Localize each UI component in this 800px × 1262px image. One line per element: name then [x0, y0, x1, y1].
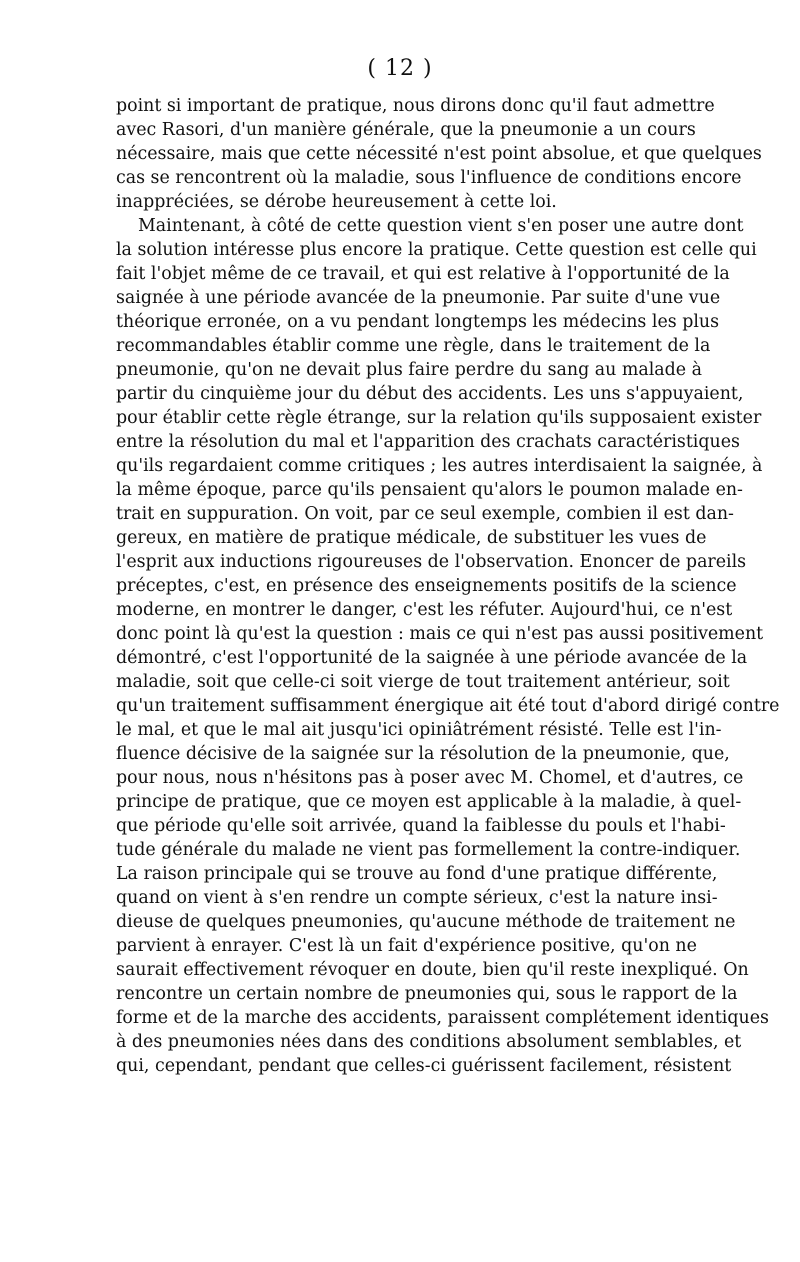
text-line: pneumonie, qu'on ne devait plus faire perdre du sang au malade à [116, 360, 702, 380]
text-line: recommandables établir comme une règle, dans le traitement de la [116, 336, 711, 356]
text-line: la solution intéresse plus encore la pratique. Cette question est celle qui [116, 240, 757, 260]
text-line: saurait effectivement révoquer en doute, bien qu'il reste inexpliqué. On [116, 960, 749, 980]
text-line: qui, cependant, pendant que celles-ci guérissent facilement, résistent [116, 1056, 732, 1076]
text-line: que période qu'elle soit arrivée, quand la faiblesse du pouls et l'habi- [116, 816, 726, 836]
text-line: rencontre un certain nombre de pneumonies qui, sous le rapport de la [116, 984, 738, 1004]
page-number: ( 12 ) [367, 56, 433, 81]
text-line: quand on vient à s'en rendre un compte sérieux, c'est la nature insi- [116, 888, 718, 908]
text-line: le mal, et que le mal ait jusqu'ici opiniâtrément résisté. Telle est l'in- [116, 720, 722, 740]
text-line: forme et de la marche des accidents, paraissent complétement identiques [116, 1008, 769, 1028]
text-line: démontré, c'est l'opportunité de la saignée à une période avancée de la [116, 648, 748, 668]
text-line: Maintenant, à côté de cette question vient s'en poser une autre dont [138, 216, 744, 236]
text-line: La raison principale qui se trouve au fond d'une pratique différente, [116, 864, 718, 884]
text-line: avec Rasori, d'un manière générale, que la pneumonie a un cours [116, 120, 696, 140]
text-line: fait l'objet même de ce travail, et qui est relative à l'opportunité de la [116, 264, 730, 284]
text-line: nécessaire, mais que cette nécessité n'est point absolue, et que quelques [116, 144, 762, 164]
text-line: qu'ils regardaient comme critiques ; les autres interdisaient la saignée, à [116, 456, 763, 476]
text-line: fluence décisive de la saignée sur la résolution de la pneumonie, que, [116, 744, 730, 764]
text-line: point si important de pratique, nous dirons donc qu'il faut admettre [116, 96, 715, 116]
text-line: dieuse de quelques pneumonies, qu'aucune méthode de traitement ne [116, 912, 736, 932]
text-line: à des pneumonies nées dans des conditions absolument semblables, et [116, 1032, 742, 1052]
text-line: l'esprit aux inductions rigoureuses de l'observation. Enoncer de pareils [116, 552, 747, 572]
text-line: cas se rencontrent où la maladie, sous l'influence de conditions encore [116, 168, 742, 188]
text-line: entre la résolution du mal et l'apparition des crachats caractéristiques [116, 432, 740, 452]
text-line: trait en suppuration. On voit, par ce seul exemple, combien il est dan- [116, 504, 734, 524]
text-line: tude générale du malade ne vient pas formellement la contre-indiquer. [116, 840, 741, 860]
text-line: saignée à une période avancée de la pneumonie. Par suite d'une vue [116, 288, 721, 308]
text-line: parvient à enrayer. C'est là un fait d'expérience positive, qu'on ne [116, 936, 697, 956]
text-line: donc point là qu'est la question : mais ce qui n'est pas aussi positivement [116, 624, 764, 644]
text-line: préceptes, c'est, en présence des enseignements positifs de la science [116, 576, 737, 596]
text-line: théorique erronée, on a vu pendant longtemps les médecins les plus [116, 312, 720, 332]
text-line: gereux, en matière de pratique médicale, de substituer les vues de [116, 528, 707, 548]
text-line: inappréciées, se dérobe heureusement à cette loi. [116, 192, 557, 212]
text-line: maladie, soit que celle-ci soit vierge de tout traitement antérieur, soit [116, 672, 730, 692]
text-line: principe de pratique, que ce moyen est applicable à la maladie, à quel- [116, 792, 742, 812]
text-line: la même époque, parce qu'ils pensaient qu'alors le poumon malade en- [116, 480, 743, 500]
text-line: pour nous, nous n'hésitons pas à poser avec M. Chomel, et d'autres, ce [116, 768, 744, 788]
body-text [116, 94, 780, 1078]
text-line: pour établir cette règle étrange, sur la relation qu'ils supposaient exister [116, 408, 762, 428]
text-line: qu'un traitement suffisamment énergique ait été tout d'abord dirigé contre [116, 696, 780, 716]
text-line: partir du cinquième jour du début des accidents. Les uns s'appuyaient, [116, 384, 744, 404]
text-line: moderne, en montrer le danger, c'est les réfuter. Aujourd'hui, ce n'est [116, 600, 733, 620]
